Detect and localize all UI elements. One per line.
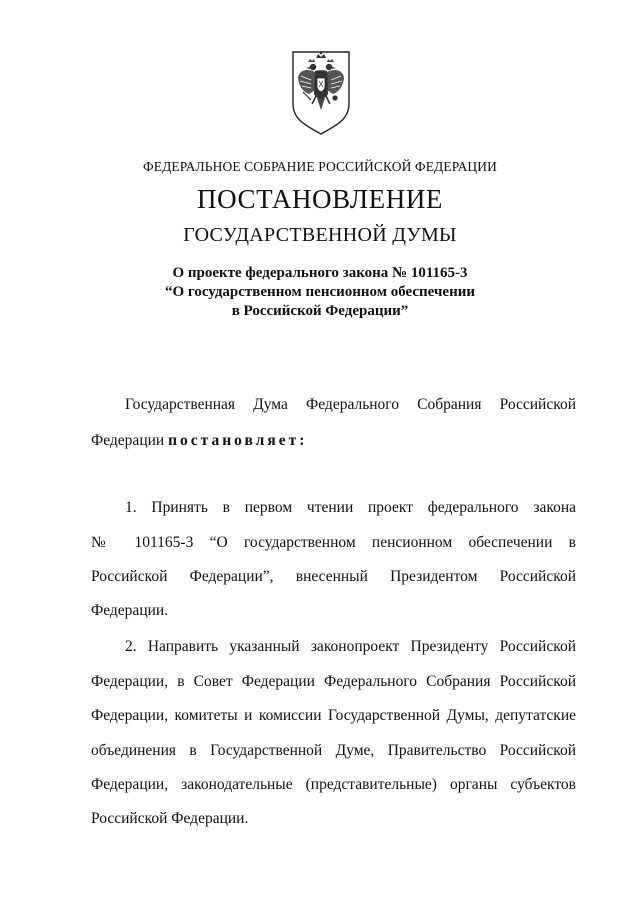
- item-line: объединения в Государственной Думе, Правительство Российской: [91, 742, 576, 759]
- item-line: № 101165-3 “О государственном пенсионном обеспечении в: [91, 534, 576, 551]
- item-line: Федерации, законодательные (представительные) органы субъектов: [91, 776, 576, 793]
- subject-line: “О государственном пенсионном обеспечении: [164, 284, 476, 300]
- preamble-line: [91, 432, 576, 450]
- item-line: Федерации.: [91, 602, 169, 619]
- federal-assembly-heading: ФЕДЕРАЛЬНОЕ СОБРАНИЕ РОССИЙСКОЙ ФЕДЕРАЦИИ: [143, 159, 497, 174]
- item-line: Федерации, в Совет Федерации Федерального Собрания Российской: [91, 673, 576, 690]
- resolves-keyword: постановляет:: [168, 432, 308, 449]
- issuing-body-title: ГОСУДАРСТВЕННОЙ ДУМЫ: [183, 224, 457, 246]
- document-type-title: ПОСТАНОВЛЕНИЕ: [196, 184, 444, 214]
- subject-line: О проекте федерального закона № 101165-3: [172, 265, 468, 281]
- preamble-text: Федерации: [91, 432, 169, 449]
- preamble-line: Государственная Дума Федерального Собрания Российской: [125, 396, 576, 413]
- item-line: Федерации, комитеты и комиссии Государственной Думы, депутатские: [91, 707, 576, 724]
- item-line: 1. Принять в первом чтении проект федерального закона: [125, 499, 576, 516]
- item-line: 2. Направить указанный законопроект Президенту Российской: [125, 638, 576, 655]
- coat-of-arms-emblem: [289, 48, 353, 136]
- item-line: Российской Федерации.: [91, 810, 249, 827]
- item-line: Российской Федерации”, внесенный Президентом Российской: [91, 568, 576, 585]
- subject-line: в Российской Федерации”: [231, 303, 409, 319]
- document-subject: [0, 264, 640, 321]
